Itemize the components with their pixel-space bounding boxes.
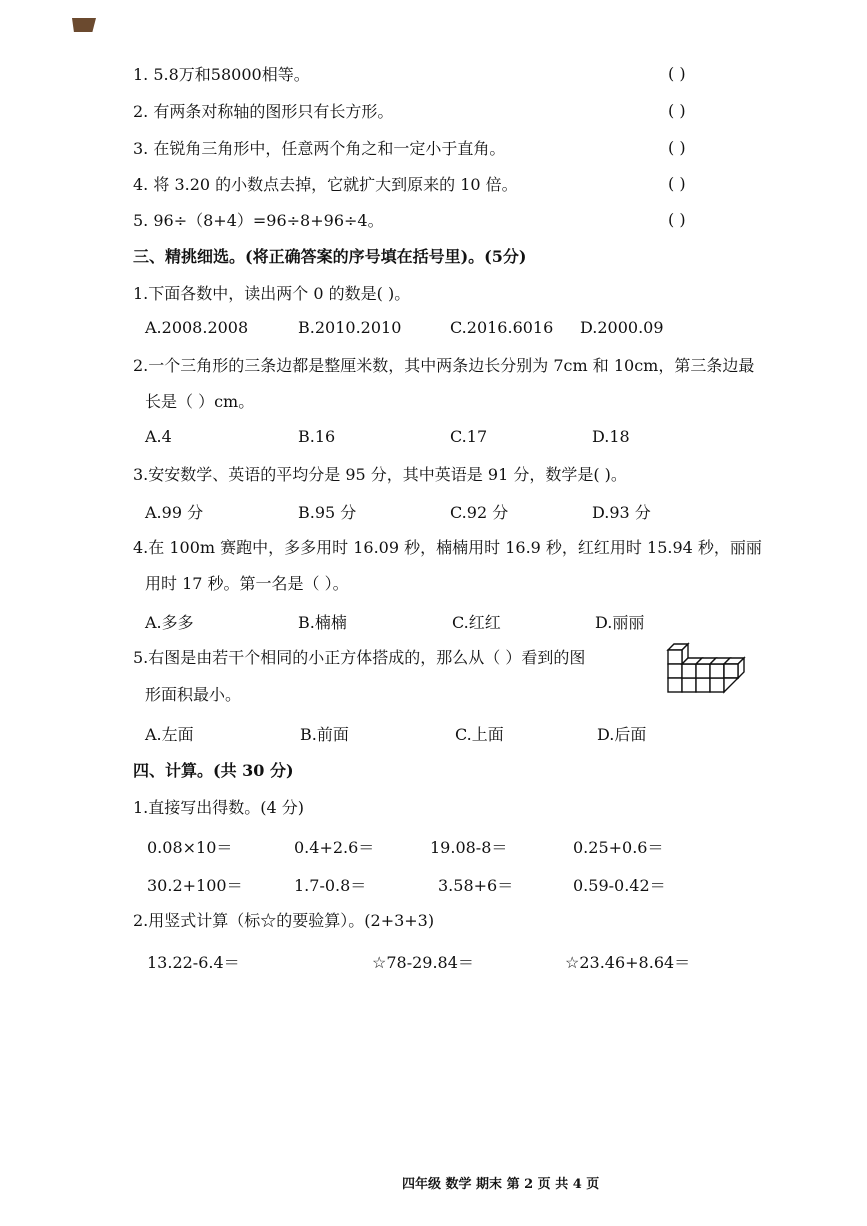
calc-item[interactable]: 30.2+100＝ [147, 876, 243, 895]
choice-q1-text: 1.下面各数中，读出两个 0 的数是( )。 [133, 284, 411, 303]
tf-answer-paren-3[interactable]: ( ) [668, 138, 686, 157]
choice-q5-option-b[interactable]: B.前面 [300, 725, 349, 744]
choice-q4-text-line2: 用时 17 秒。第一名是（ ）。 [145, 574, 349, 593]
vertical-calc-item[interactable]: 13.22-6.4＝ [147, 953, 240, 972]
choice-q5-option-a[interactable]: A.左面 [145, 725, 194, 744]
choice-q1-option-b[interactable]: B.2010.2010 [298, 318, 402, 337]
tf-item-2: 2. 有两条对称轴的图形只有长方形。 [133, 102, 394, 121]
tf-answer-paren-1[interactable]: ( ) [668, 64, 686, 83]
choice-q5-option-c[interactable]: C.上面 [455, 725, 504, 744]
tf-item-1: 1. 5.8万和58000相等。 [133, 65, 310, 84]
choice-q5-option-d[interactable]: D.后面 [597, 725, 647, 744]
calc-item[interactable]: 1.7-0.8＝ [294, 876, 367, 895]
vertical-calc-item[interactable]: ☆78-29.84＝ [372, 953, 474, 972]
tf-answer-paren-2[interactable]: ( ) [668, 101, 686, 120]
choice-q3-option-a[interactable]: A.99 分 [145, 503, 204, 522]
choice-q4-text-line1: 4.在 100m 赛跑中，多多用时 16.09 秒，楠楠用时 16.9 秒，红红用时 15.94 秒，丽丽 [133, 538, 762, 557]
choice-q1-option-d[interactable]: D.2000.09 [580, 318, 664, 337]
tf-item-5: 5. 96÷（8+4）=96÷8+96÷4。 [133, 211, 384, 230]
calc-q1-title: 1.直接写出得数。(4 分) [133, 798, 305, 817]
choice-q2-option-b[interactable]: B.16 [298, 427, 336, 446]
calc-item[interactable]: 0.08×10＝ [147, 838, 233, 857]
cube-stack-figure [662, 640, 746, 696]
calc-item[interactable]: 0.25+0.6＝ [573, 838, 664, 857]
tf-item-4: 4. 将 3.20 的小数点去掉，它就扩大到原来的 10 倍。 [133, 175, 518, 194]
choice-q3-option-b[interactable]: B.95 分 [298, 503, 357, 522]
choice-q1-option-c[interactable]: C.2016.6016 [450, 318, 554, 337]
tf-answer-paren-4[interactable]: ( ) [668, 174, 686, 193]
calc-item[interactable]: 0.59-0.42＝ [573, 876, 666, 895]
choice-q2-text-line2: 长是（ ）cm。 [145, 392, 255, 411]
calc-item[interactable]: 0.4+2.6＝ [294, 838, 375, 857]
choice-q3-text: 3.安安数学、英语的平均分是 95 分，其中英语是 91 分，数学是( )。 [133, 465, 627, 484]
choice-q2-option-c[interactable]: C.17 [450, 427, 488, 446]
choice-q5-text-line2: 形面积最小。 [145, 685, 242, 704]
choice-q3-option-d[interactable]: D.93 分 [592, 503, 651, 522]
choice-q4-option-c[interactable]: C.红红 [452, 613, 501, 632]
choice-q3-option-c[interactable]: C.92 分 [450, 503, 509, 522]
calc-q2-title: 2.用竖式计算（标☆的要验算）。(2+3+3) [133, 911, 435, 930]
choice-q5-text-line1: 5.右图是由若干个相同的小正方体搭成的，那么从（ ）看到的图 [133, 648, 586, 667]
tf-answer-paren-5[interactable]: ( ) [668, 210, 686, 229]
section-4-title: 四、计算。(共 30 分) [133, 761, 294, 780]
calc-item[interactable]: 19.08-8＝ [430, 838, 508, 857]
section-3-title: 三、精挑细选。(将正确答案的序号填在括号里)。(5分) [133, 247, 527, 266]
tf-item-3: 3. 在锐角三角形中，任意两个角之和一定小于直角。 [133, 139, 506, 158]
choice-q2-text-line1: 2.一个三角形的三条边都是整厘米数，其中两条边长分别为 7cm 和 10cm，第三条边最 [133, 356, 755, 375]
choice-q2-option-d[interactable]: D.18 [592, 427, 630, 446]
choice-q1-option-a[interactable]: A.2008.2008 [145, 318, 249, 337]
choice-q2-option-a[interactable]: A.4 [145, 427, 172, 446]
page-footer: 四年级 数学 期末 第 2 页 共 4 页 [402, 1177, 600, 1192]
page-corner-mark [72, 18, 96, 32]
choice-q4-option-b[interactable]: B.楠楠 [298, 613, 347, 632]
choice-q4-option-a[interactable]: A.多多 [145, 613, 194, 632]
vertical-calc-item[interactable]: ☆23.46+8.64＝ [565, 953, 691, 972]
choice-q4-option-d[interactable]: D.丽丽 [595, 613, 645, 632]
calc-item[interactable]: 3.58+6＝ [438, 876, 514, 895]
